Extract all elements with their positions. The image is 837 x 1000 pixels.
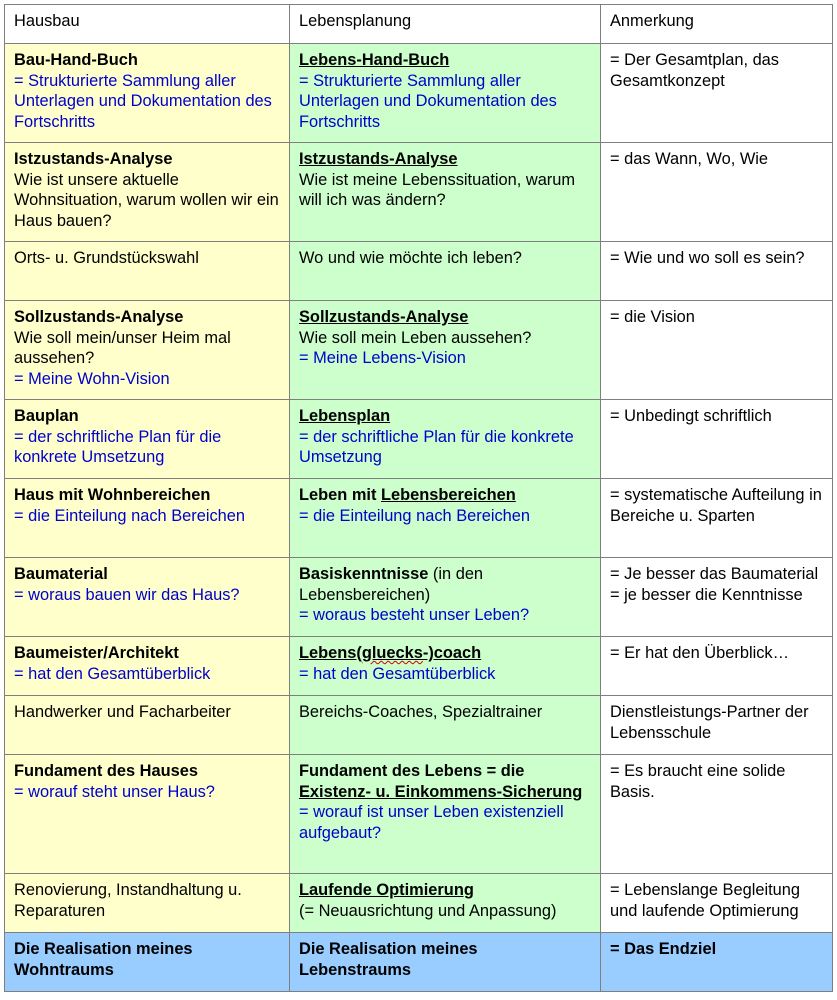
row-description: = der schriftliche Plan für die konkrete Umsetzung (14, 427, 222, 467)
table-row (5, 44, 833, 143)
cell-lebensplanung (290, 44, 601, 143)
cell-hausbau (5, 44, 290, 143)
row-title: Fundament des Hauses (14, 762, 198, 780)
table-row (5, 874, 833, 933)
cell-hausbau (5, 558, 290, 637)
comparison-table (4, 4, 833, 992)
header-row (5, 5, 833, 44)
cell-anmerkung: = Lebenslange Begleitung und laufende Optimierung (601, 874, 833, 933)
table-row (5, 143, 833, 242)
row-title-bold: Basiskenntnisse (299, 565, 429, 583)
cell-lebensplanung (290, 558, 601, 637)
cell-lebensplanung: Wo und wie möchte ich leben? (290, 242, 601, 301)
table-row (5, 755, 833, 874)
cell-anmerkung: = Je besser das Baumaterial = je besser die Kenntnisse (601, 558, 833, 637)
row-description: = woraus besteht unser Leben? (299, 606, 530, 625)
row-description: = worauf steht unser Haus? (14, 782, 215, 801)
cell-hausbau (5, 755, 290, 874)
row-title (299, 643, 592, 664)
row-description: = hat den Gesamtüberblick (14, 664, 211, 683)
row-description: = worauf ist unser Leben existenziell aufgebaut? (299, 803, 564, 843)
cell-anmerkung: = Der Gesamtplan, das Gesamtkonzept (601, 44, 833, 143)
final-row (5, 933, 833, 992)
row-description: = Strukturierte Sammlung aller Unterlagen und Dokumentation des Fortschritts (14, 71, 272, 132)
table-row (5, 637, 833, 696)
cell-anmerkung: = Wie und wo soll es sein? (601, 242, 833, 301)
header-lebensplanung: Lebensplanung (290, 5, 601, 44)
cell-hausbau: Renovierung, Instandhaltung u. Reparaturen (5, 874, 290, 933)
row-title (299, 485, 592, 506)
cell-lebensplanung (290, 874, 601, 933)
row-description: (= Neuausrichtung und Anpassung) (299, 901, 557, 920)
row-title (299, 564, 592, 605)
cell-lebensplanung (290, 400, 601, 479)
row-description: = woraus bauen wir das Haus? (14, 585, 240, 604)
row-title (299, 761, 592, 802)
row-description: = die Einteilung nach Bereichen (14, 506, 245, 525)
cell-hausbau (5, 400, 290, 479)
row-title: Haus mit Wohnbereichen (14, 486, 211, 504)
table-row (5, 558, 833, 637)
row-title: Lebens-Hand-Buch (299, 51, 450, 69)
header-hausbau: Hausbau (5, 5, 290, 44)
cell-hausbau: Die Realisation meines Wohntraums (5, 933, 290, 992)
row-vision: = Meine Lebens-Vision (299, 349, 466, 368)
row-vision: = Meine Wohn-Vision (14, 370, 170, 389)
table-row (5, 479, 833, 558)
row-title: Sollzustands-Analyse (299, 308, 469, 326)
row-description: = Strukturierte Sammlung aller Unterlagen und Dokumentation des Fortschritts (299, 71, 557, 132)
cell-lebensplanung (290, 755, 601, 874)
row-title-suffix: -)coach (422, 644, 482, 662)
cell-hausbau (5, 637, 290, 696)
row-title-rest: (in den Lebensbereichen) (299, 565, 484, 604)
row-title: Laufende Optimierung (299, 881, 474, 899)
cell-anmerkung: = Er hat den Überblick… (601, 637, 833, 696)
cell-anmerkung: = das Wann, Wo, Wie (601, 143, 833, 242)
cell-anmerkung: = Das Endziel (601, 933, 833, 992)
cell-hausbau: Handwerker und Facharbeiter (5, 696, 290, 755)
cell-hausbau (5, 301, 290, 400)
row-title-underlined: Existenz- u. Einkommens-Sicherung (299, 782, 583, 801)
cell-anmerkung: = die Vision (601, 301, 833, 400)
row-description: = hat den Gesamtüberblick (299, 664, 496, 683)
spellcheck-word: gluecks (361, 644, 423, 662)
cell-anmerkung: = Es braucht eine solide Basis. (601, 755, 833, 874)
cell-lebensplanung: Bereichs-Coaches, Spezialtrainer (290, 696, 601, 755)
row-title-prefix: Lebens( (299, 644, 362, 662)
row-description: Wie soll mein/unser Heim mal aussehen? (14, 328, 231, 368)
row-title-underlined: Lebensbereichen (380, 486, 516, 504)
row-title-prefix: Fundament des Lebens = die (299, 762, 525, 780)
row-title: Baumeister/Architekt (14, 644, 179, 662)
table-row (5, 301, 833, 400)
cell-hausbau (5, 143, 290, 242)
row-title: Sollzustands-Analyse (14, 308, 184, 326)
table-row (5, 696, 833, 755)
cell-lebensplanung: Die Realisation meines Lebenstraums (290, 933, 601, 992)
row-title: Istzustands-Analyse (14, 150, 173, 168)
cell-anmerkung: = Unbedingt schriftlich (601, 400, 833, 479)
row-title: Bauplan (14, 407, 79, 425)
row-title: Baumaterial (14, 565, 108, 583)
row-title-prefix: Leben mit (299, 486, 381, 504)
cell-anmerkung: Dienstleistungs-Partner der Lebensschule (601, 696, 833, 755)
cell-lebensplanung (290, 479, 601, 558)
row-description: = die Einteilung nach Bereichen (299, 506, 530, 525)
cell-lebensplanung (290, 143, 601, 242)
row-title: Bau-Hand-Buch (14, 51, 138, 69)
row-title: Istzustands-Analyse (299, 150, 458, 168)
table-row (5, 400, 833, 479)
cell-hausbau: Orts- u. Grundstückswahl (5, 242, 290, 301)
header-anmerkung: Anmerkung (601, 5, 833, 44)
table-row (5, 242, 833, 301)
row-description: Wie ist unsere aktuelle Wohnsituation, warum wollen wir ein Haus bauen? (14, 170, 279, 231)
cell-anmerkung: = systematische Aufteilung in Bereiche u. Sparten (601, 479, 833, 558)
row-description: = der schriftliche Plan für die konkrete Umsetzung (299, 427, 574, 467)
row-description: Wie ist meine Lebenssituation, warum will ich was ändern? (299, 170, 576, 210)
cell-lebensplanung (290, 637, 601, 696)
row-title: Lebensplan (299, 407, 391, 425)
row-description: Wie soll mein Leben aussehen? (299, 328, 532, 347)
cell-lebensplanung (290, 301, 601, 400)
cell-hausbau (5, 479, 290, 558)
